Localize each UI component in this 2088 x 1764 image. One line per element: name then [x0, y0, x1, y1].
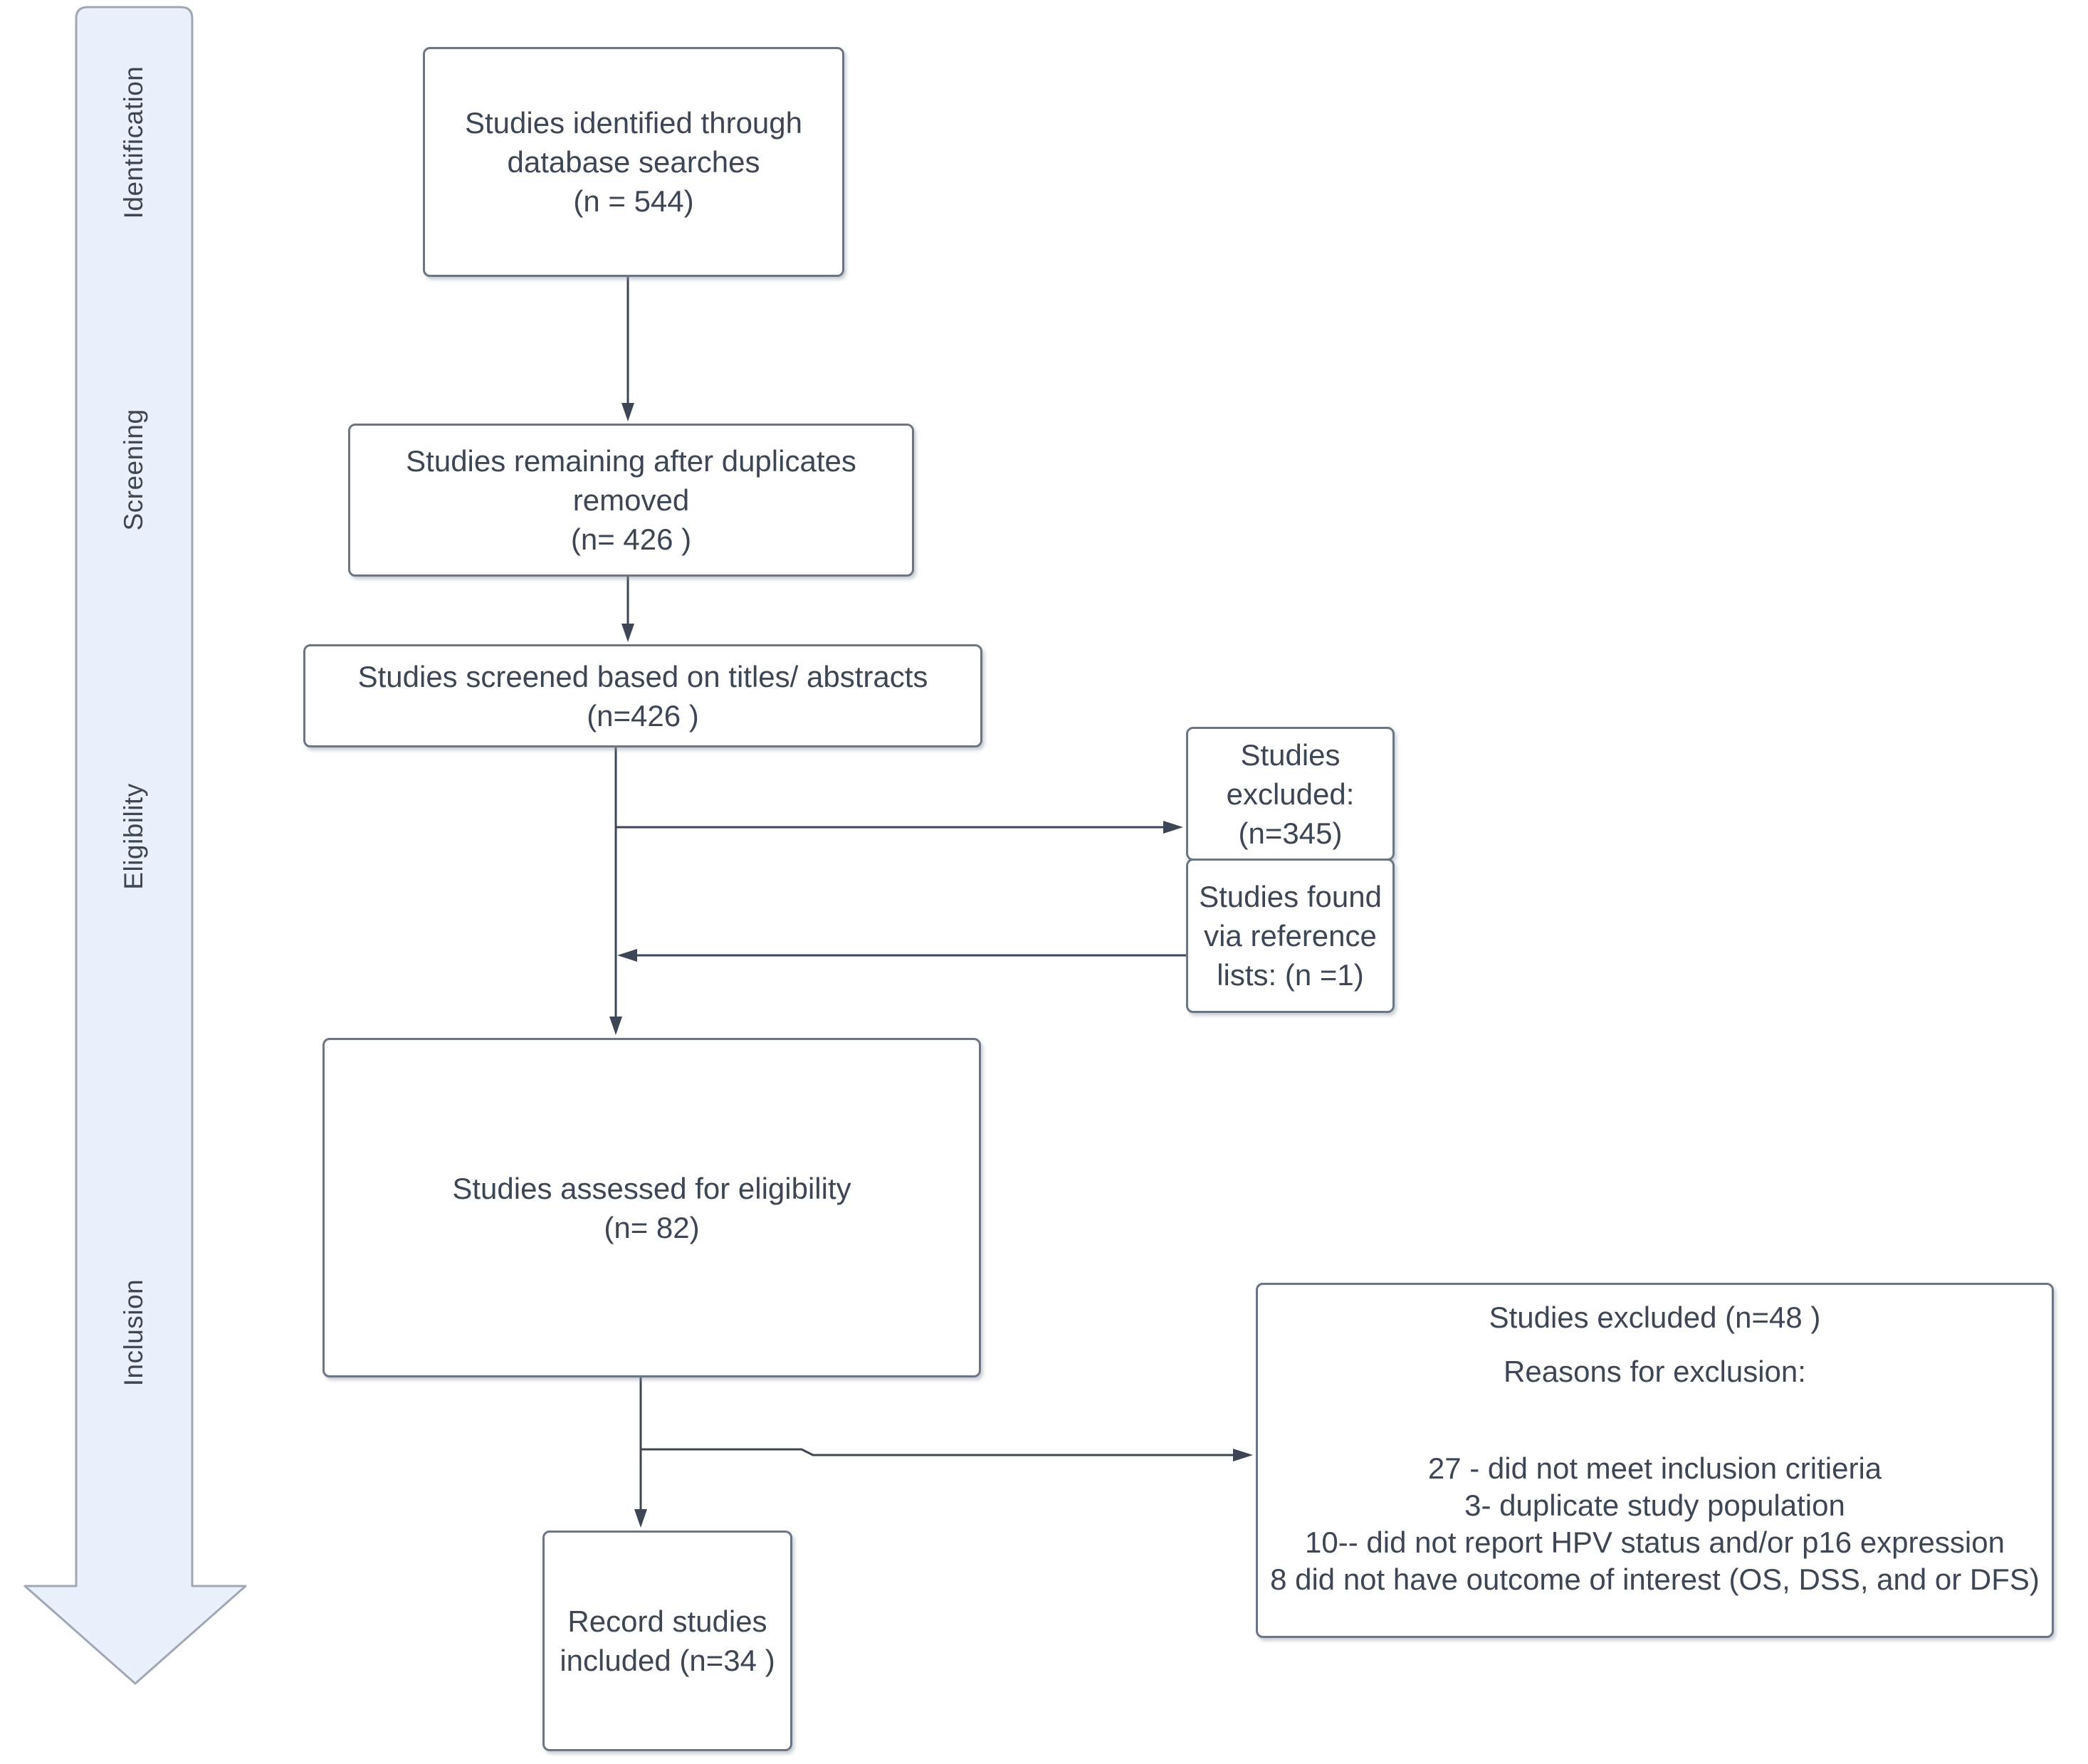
excluded-box-title: Studies excluded (n=48 )	[1489, 1301, 1821, 1334]
box-text-line: (n= 82)	[604, 1210, 700, 1244]
box-text-line: (n= 426 )	[570, 523, 692, 556]
box-text-line: Studies screened based on titles/ abstracts	[357, 659, 928, 693]
box-studies-excluded-screening	[1186, 727, 1395, 861]
box-studies-assessed	[322, 1038, 981, 1377]
arrow-down-icon	[634, 1509, 647, 1528]
arrow-right-icon	[1163, 821, 1183, 834]
box-text-line: included (n=34 )	[560, 1644, 775, 1677]
box-studies-screened	[303, 644, 982, 747]
phase-label-inclusion: Inclusion	[119, 1279, 148, 1387]
phase-label-screening: Screening	[119, 409, 148, 531]
arrow-down-icon	[609, 1017, 622, 1035]
exclusion-reason: 3- duplicate study population	[1464, 1489, 1845, 1522]
arrow-down-icon	[621, 624, 634, 642]
box-text-line: (n = 544)	[573, 184, 694, 218]
box-text-line: (n=345)	[1238, 816, 1343, 850]
box-text-line: via reference	[1204, 919, 1377, 952]
exclusion-reason: 10-- did not report HPV status and/or p16 expression	[1305, 1526, 2005, 1559]
connector-trunk-to-excluded-eligibility	[641, 1449, 1233, 1455]
box-text-line: Studies identified through	[465, 106, 802, 140]
box-text-line: (n=426 )	[587, 698, 699, 733]
box-text-line: Studies	[1240, 737, 1341, 772]
box-text-line: Studies found	[1199, 880, 1382, 913]
phase-label-identification: Identification	[119, 65, 148, 219]
box-text-line: database searches	[507, 145, 760, 179]
box-text-line: Studies remaining after duplicates	[406, 444, 856, 478]
phase-label-eligibility: Eligibility	[119, 783, 148, 890]
box-text-line: Studies assessed for eligibility	[452, 1171, 851, 1205]
box-text-line: lists: (n =1)	[1217, 958, 1364, 992]
arrow-right-icon	[1233, 1449, 1253, 1461]
box-record-studies-included	[542, 1531, 792, 1751]
box-text-line: excluded:	[1226, 777, 1355, 811]
box-reference-lists	[1186, 859, 1395, 1013]
box-studies-identified	[423, 47, 844, 277]
box-text-line: Record studies	[567, 1605, 767, 1638]
box-duplicates-removed	[348, 424, 914, 577]
arrow-left-icon	[617, 949, 637, 962]
exclusion-reason: 8 did not have outcome of interest (OS, DSS, and or DFS)	[1270, 1563, 2040, 1596]
exclusion-reason: 27 - did not meet inclusion critieria	[1427, 1451, 1882, 1485]
excluded-box-subtitle: Reasons for exclusion:	[1504, 1355, 1806, 1388]
box-studies-excluded-eligibility	[1256, 1283, 2054, 1638]
box-text-line: removed	[572, 483, 690, 517]
arrow-down-icon	[621, 403, 634, 421]
